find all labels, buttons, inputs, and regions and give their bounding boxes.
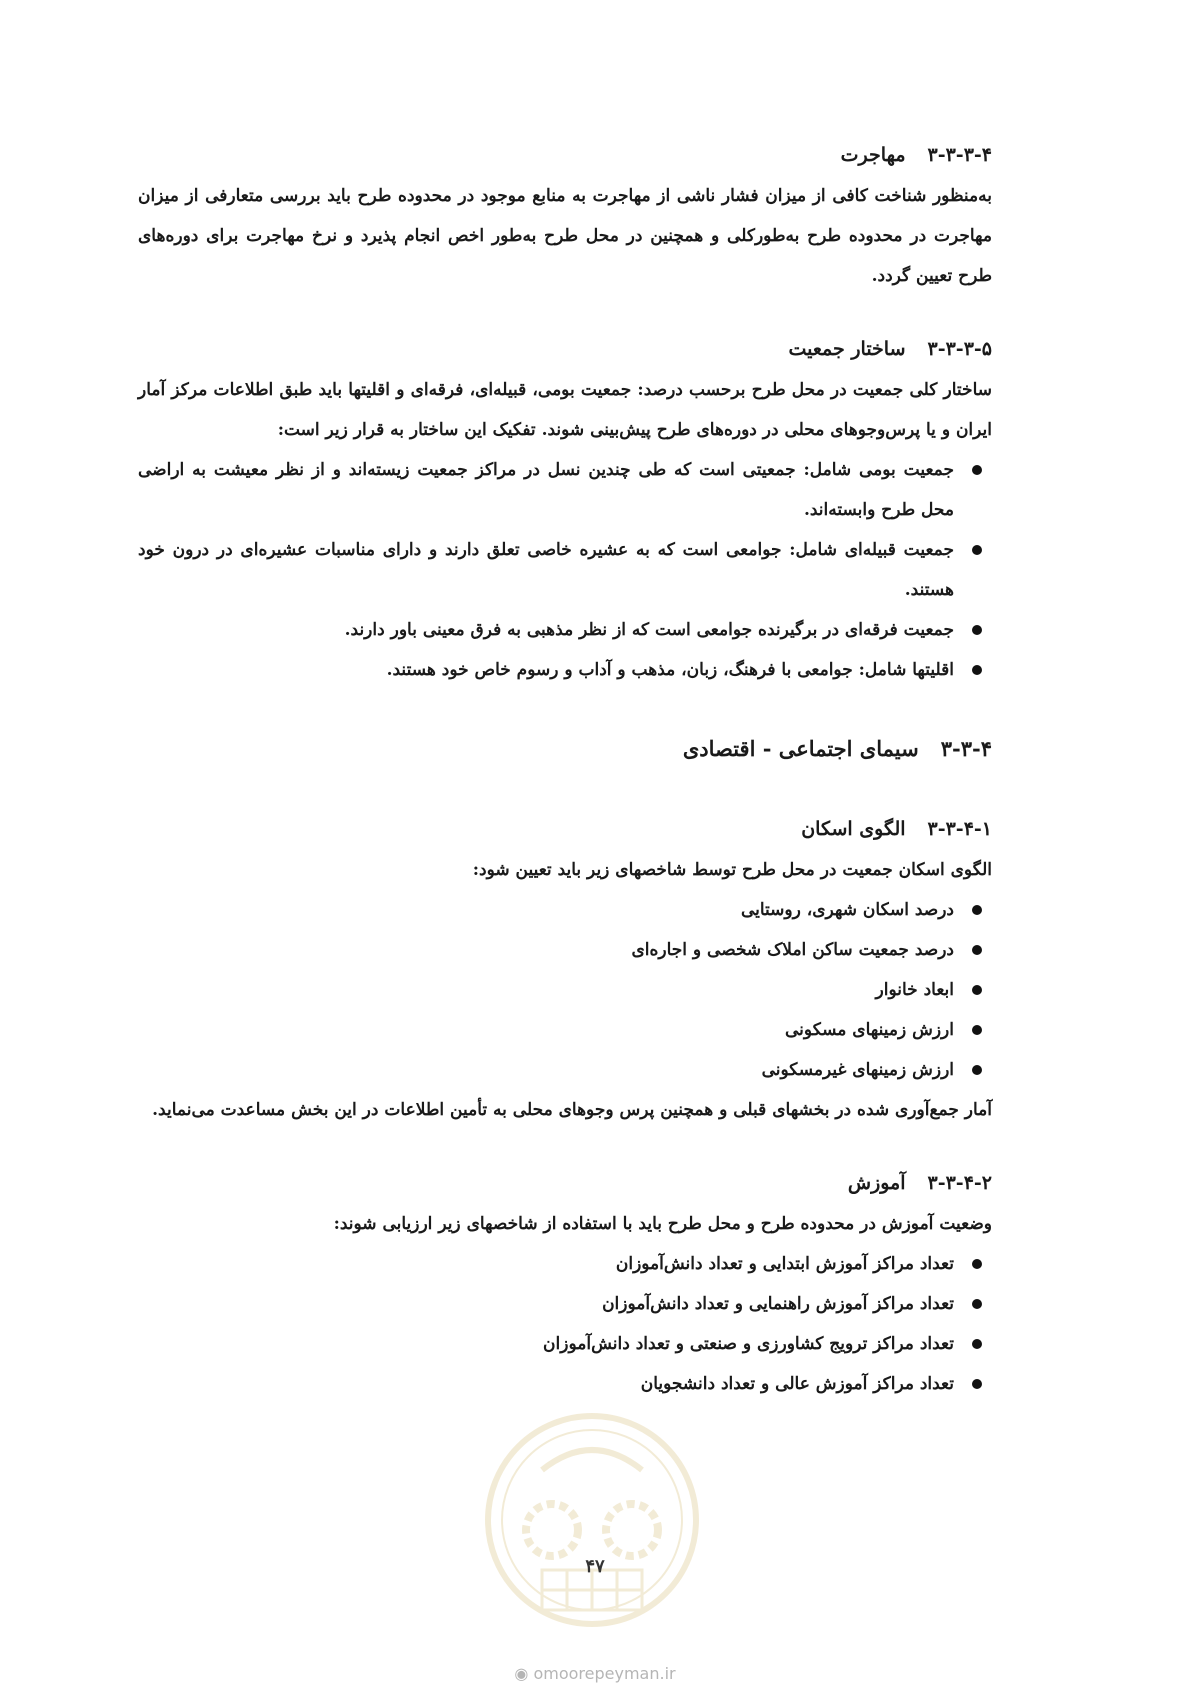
watermark-site: ◉ omoorepeyman.ir: [514, 1664, 676, 1683]
section-title: ساختار جمعیت: [788, 338, 906, 360]
list-item: جمعیت بومی شامل: جمعیتی است که طی چندین نسل در مراکز جمعیت زیسته‌اند و از نظر معیشت به اراضی محل طرح وابسته‌اند.: [138, 450, 992, 530]
section-title: مهاجرت: [840, 144, 906, 166]
list-item: اقلیتها شامل: جوامعی با فرهنگ، زبان، مذهب و آداب و رسوم خاص خود هستند.: [138, 650, 992, 690]
list-item: درصد جمعیت ساکن املاک شخصی و اجاره‌ای: [138, 930, 992, 970]
section-title: الگوی اسکان: [801, 818, 906, 840]
section-number: ۳-۳-۴-۱: [927, 818, 992, 840]
paragraph-settlement-pattern: الگوی اسکان جمعیت در محل طرح توسط شاخصهای زیر باید تعیین شود:: [472, 860, 992, 880]
paragraph-settlement-closing: آمار جمع‌آوری شده در بخشهای قبلی و همچنین پرس وجوهای محلی به تأمین اطلاعات در این بخش مساعدت می‌نماید.: [152, 1100, 992, 1120]
settlement-indicators-list: [138, 890, 992, 1090]
section-number: ۳-۳-۳-۴: [927, 144, 992, 166]
list-item: جمعیت قبیله‌ای شامل: جوامعی است که به عشیره خاصی تعلق دارند و دارای مناسبات عشیره‌ای در درون خود هستند.: [138, 530, 992, 610]
page-number: ۴۷: [585, 1556, 605, 1577]
section-heading-population-structure: [138, 334, 992, 364]
list-item: ابعاد خانوار: [138, 970, 992, 1010]
section-heading-education: [138, 1168, 992, 1198]
section-number: ۳-۳-۴: [940, 736, 992, 761]
education-indicators-list: [138, 1244, 992, 1404]
section-heading-migration: [138, 140, 992, 170]
section-title: آموزش: [847, 1172, 906, 1194]
page-content: [138, 140, 992, 1404]
list-item: ارزش زمینهای غیرمسکونی: [138, 1050, 992, 1090]
list-item: ارزش زمینهای مسکونی: [138, 1010, 992, 1050]
paragraph-migration: به‌منظور شناخت کافی از میزان فشار ناشی از مهاجرت به منابع موجود در محدوده طرح باید بررسی متعارفی از میزان مهاجرت در محدوده طرح به‌طورکلی و همچنین در محل طرح به‌طور اخص انجام پذیرد و نرخ مهاجرت برای دوره‌های طرح تعیین گردد.: [138, 186, 992, 286]
list-item: تعداد مراکز آموزش ابتدایی و تعداد دانش‌آموزان: [138, 1244, 992, 1284]
paragraph-education: وضعیت آموزش در محدوده طرح و محل طرح باید با استفاده از شاخصهای زیر ارزیابی شوند:: [333, 1214, 992, 1234]
section-number: ۳-۳-۴-۲: [927, 1172, 992, 1194]
list-item: تعداد مراکز ترویج کشاورزی و صنعتی و تعداد دانش‌آموزان: [138, 1324, 992, 1364]
paragraph-population-structure: ساختار کلی جمعیت در محل طرح برحسب درصد: جمعیت بومی، قبیله‌ای، فرقه‌ای و اقلیتها باید طبق اطلاعات مرکز آمار ایران و یا پرس‌وجوهای محلی در دوره‌های طرح پیش‌بینی شوند. تفکیک این ساختار به قرار زیر است:: [138, 380, 992, 440]
watermark-seal-icon: [482, 1410, 702, 1630]
section-title: سیمای اجتماعی - اقتصادی: [682, 736, 919, 761]
section-heading-socio-economic: [138, 734, 992, 764]
population-structure-list: [138, 450, 992, 690]
section-heading-settlement-pattern: [138, 814, 992, 844]
watermark-site-text: omoorepeyman.ir: [533, 1664, 676, 1683]
section-number: ۳-۳-۳-۵: [927, 338, 992, 360]
list-item: جمعیت فرقه‌ای در برگیرنده جوامعی است که از نظر مذهبی به فرق معینی باور دارند.: [138, 610, 992, 650]
list-item: درصد اسکان شهری، روستایی: [138, 890, 992, 930]
list-item: تعداد مراکز آموزش راهنمایی و تعداد دانش‌آموزان: [138, 1284, 992, 1324]
list-item: تعداد مراکز آموزش عالی و تعداد دانشجویان: [138, 1364, 992, 1404]
